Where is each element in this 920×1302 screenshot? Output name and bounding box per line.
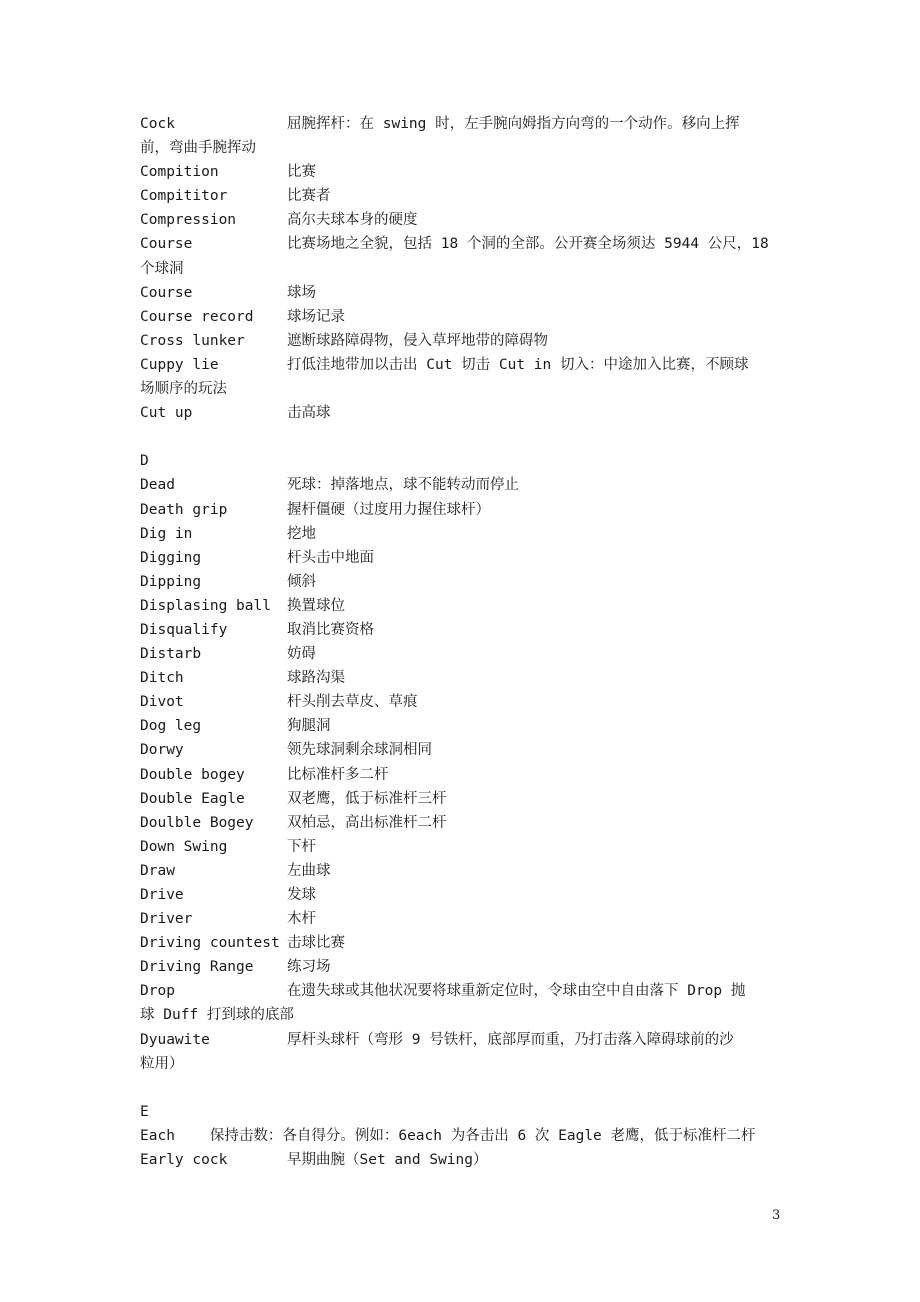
- entry: [140, 522, 785, 546]
- definition-continuation: 粒用）: [140, 1055, 184, 1072]
- definition: 妨碍: [287, 646, 316, 663]
- definition-continuation: 个球洞: [140, 260, 184, 277]
- term: Cut up: [140, 405, 193, 422]
- entry: [140, 738, 785, 762]
- definition-continuation: 场顺序的玩法: [140, 381, 227, 398]
- entry: [140, 811, 785, 835]
- definition: Each 保持击数：各自得分。例如：6each 为各击出 6 次 Eagle 老鹰，低于标准杆二杆: [140, 1127, 756, 1144]
- term: Dorwy: [140, 742, 184, 759]
- definition: 下杆: [287, 838, 316, 855]
- definition: 厚杆头球杆（弯形 9 号铁杆，底部厚而重，乃打击落入障碍球前的沙: [287, 1031, 734, 1048]
- definition: 在遗失球或其他状况要将球重新定位时，令球由空中自由落下 Drop 抛: [287, 983, 746, 1000]
- term: Dyuawite: [140, 1031, 210, 1048]
- term: Displasing ball: [140, 597, 271, 614]
- definition: 打低洼地带加以击出 Cut 切击 Cut in 切入：中途加入比赛，不顾球: [287, 356, 749, 373]
- entry: [140, 883, 785, 907]
- definition: 遮断球路障碍物，侵入草坪地带的障碍物: [287, 332, 548, 349]
- term: Dig in: [140, 525, 193, 542]
- entry: [140, 642, 785, 666]
- entry-continuation: [140, 377, 785, 401]
- definition: 球场记录: [287, 308, 345, 325]
- entry: [140, 112, 785, 136]
- definition: 比赛: [287, 164, 316, 181]
- definition: 领先球洞剩余球洞相同: [287, 742, 432, 759]
- definition: 狗腿洞: [287, 718, 331, 735]
- term: Draw: [140, 862, 175, 879]
- term: Compititor: [140, 188, 228, 205]
- entry: [140, 979, 785, 1003]
- term: Double bogey: [140, 766, 245, 783]
- definition: 握杆僵硬（过度用力握住球杆）: [287, 501, 490, 518]
- term: Course: [140, 236, 193, 253]
- term: Drop: [140, 983, 175, 1000]
- entry: [140, 184, 785, 208]
- definition-continuation: 球 Duff 打到球的底部: [140, 1007, 294, 1024]
- definition: 球路沟渠: [287, 670, 345, 687]
- definition-continuation: 前，弯曲手腕挥动: [140, 140, 256, 157]
- definition: 杆头削去草皮、草痕: [287, 694, 418, 711]
- entry: [140, 955, 785, 979]
- term: Driving countest: [140, 935, 280, 952]
- term: Cuppy lie: [140, 356, 219, 373]
- section-heading: D: [140, 453, 149, 470]
- term: Dog leg: [140, 718, 202, 735]
- term: Cock: [140, 116, 175, 132]
- term: Dead: [140, 477, 175, 494]
- term: Course record: [140, 308, 254, 325]
- entry-continuation: [140, 257, 785, 281]
- spacer: [140, 425, 785, 449]
- definition: 比赛者: [287, 188, 331, 205]
- entry: [140, 329, 785, 353]
- page-number: 3: [772, 1208, 781, 1223]
- definition: 取消比赛资格: [287, 621, 374, 638]
- term: Course: [140, 284, 193, 301]
- definition: 击高球: [287, 405, 331, 422]
- term: Distarb: [140, 646, 202, 663]
- spacer: [140, 1076, 785, 1100]
- entry: [140, 835, 785, 859]
- term: Early cock: [140, 1152, 228, 1169]
- term: Drive: [140, 887, 184, 903]
- term: Disqualify: [140, 621, 228, 638]
- definition: 发球: [287, 887, 316, 903]
- term: Down Swing: [140, 838, 228, 855]
- entry: [140, 1148, 785, 1172]
- entry: [140, 931, 785, 955]
- entry-continuation: [140, 1003, 785, 1027]
- term: Driver: [140, 911, 193, 928]
- term: Driving Range: [140, 959, 254, 976]
- definition: 早期曲腕（Set and Swing）: [287, 1152, 488, 1169]
- entry: [140, 907, 785, 931]
- entry: [140, 546, 785, 570]
- entry: [140, 305, 785, 329]
- term: Digging: [140, 549, 202, 566]
- entry: [140, 570, 785, 594]
- term: Divot: [140, 694, 184, 711]
- definition: 左曲球: [287, 862, 331, 879]
- definition: 双老鹰，低于标准杆三杆: [287, 790, 447, 807]
- entry: [140, 473, 785, 497]
- definition: 死球：掉落地点，球不能转动而停止: [287, 477, 519, 494]
- entry: [140, 281, 785, 305]
- entry: [140, 714, 785, 738]
- definition: 球场: [287, 284, 316, 301]
- entry: [140, 232, 785, 256]
- definition: 比标准杆多二杆: [287, 766, 389, 783]
- term: Doulble Bogey: [140, 814, 254, 831]
- section-c: [140, 112, 785, 425]
- definition: 双柏忌，高出标准杆二杆: [287, 814, 447, 831]
- entry: [140, 208, 785, 232]
- entry-continuation: [140, 1052, 785, 1076]
- definition: 练习场: [287, 959, 331, 976]
- definition: 木杆: [287, 911, 316, 928]
- entry-continuation: [140, 136, 785, 160]
- definition: 换置球位: [287, 597, 345, 614]
- entry: [140, 160, 785, 184]
- entry: [140, 787, 785, 811]
- term: Compression: [140, 212, 237, 229]
- entry: [140, 401, 785, 425]
- definition: 比赛场地之全貌，包括 18 个洞的全部。公开赛全场须达 5944 公尺，18: [287, 236, 769, 253]
- glossary-page: [140, 112, 785, 1172]
- entry: [140, 1124, 785, 1148]
- term: Ditch: [140, 670, 184, 687]
- definition: 高尔夫球本身的硬度: [287, 212, 418, 229]
- entry: [140, 666, 785, 690]
- definition: 挖地: [287, 525, 316, 542]
- entry: [140, 353, 785, 377]
- definition: 击球比赛: [287, 935, 345, 952]
- section-e: [140, 1100, 785, 1172]
- entry: [140, 594, 785, 618]
- term: Cross lunker: [140, 332, 245, 349]
- term: Compition: [140, 164, 219, 181]
- entry: [140, 1028, 785, 1052]
- section-d: [140, 449, 785, 1075]
- term: Dipping: [140, 573, 202, 590]
- entry: [140, 618, 785, 642]
- term: Double Eagle: [140, 790, 245, 807]
- entry: [140, 498, 785, 522]
- section-heading: E: [140, 1103, 149, 1120]
- definition: 屈腕挥杆：在 swing 时，左手腕向姆指方向弯的一个动作。移向上挥: [287, 116, 740, 132]
- entry: [140, 763, 785, 787]
- entry: [140, 859, 785, 883]
- definition: 杆头击中地面: [287, 549, 374, 566]
- entry: [140, 690, 785, 714]
- definition: 倾斜: [287, 573, 316, 590]
- term: Death grip: [140, 501, 228, 518]
